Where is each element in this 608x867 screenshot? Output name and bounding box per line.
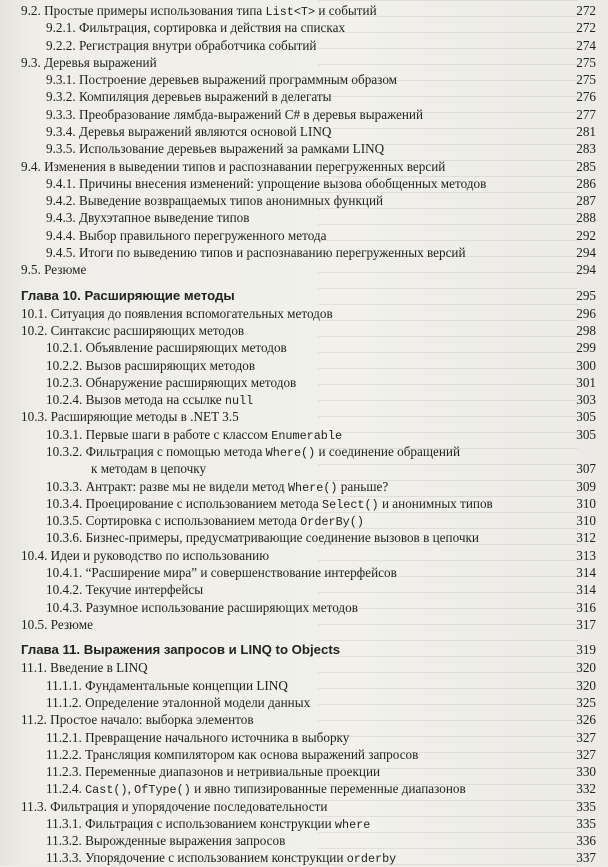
toc-title-text: и явно типизированные переменные диапазонов <box>190 781 466 797</box>
toc-entry-title <box>46 747 418 763</box>
toc-entry <box>0 55 596 71</box>
toc-title-text: 9.2.2. Регистрация внутри обработчика событий <box>46 37 317 53</box>
toc-entry <box>0 747 596 763</box>
toc-entry <box>0 764 596 780</box>
toc-entry-title <box>21 159 445 175</box>
toc-entry-title <box>21 642 340 658</box>
toc-entry-title <box>21 55 157 71</box>
toc-entry-title <box>46 530 479 546</box>
toc-page-number: 337 <box>576 850 596 866</box>
toc-title-text: 10.2.1. Объявление расширяющих методов <box>46 340 287 356</box>
toc-entry-title <box>46 20 345 36</box>
toc-entry-title <box>46 38 317 54</box>
toc-entry-title <box>46 781 466 798</box>
toc-title-text: 10.2.4. Вызов метода на ссылке <box>46 392 225 408</box>
toc-code-term: List<T> <box>265 5 316 19</box>
toc-title-text: 11.3.1. Фильтрация с использованием конструкции <box>46 815 335 831</box>
toc-entry-title <box>21 306 333 322</box>
toc-entry-title <box>46 210 249 226</box>
toc-title-text: 10.3.4. Проецирование с использованием метода <box>46 495 322 511</box>
toc-entry-title <box>21 799 327 815</box>
toc-entry <box>0 375 596 391</box>
toc-entry <box>0 176 596 192</box>
toc-entry <box>0 565 596 581</box>
toc-entry-title <box>46 228 326 244</box>
toc-entry-title <box>46 375 296 391</box>
toc-page-number: 316 <box>576 599 596 615</box>
toc-page-number: 275 <box>576 54 596 70</box>
toc-code-term: where <box>334 817 371 832</box>
toc-entry <box>0 124 596 140</box>
toc-code-term: null <box>224 394 254 409</box>
toc-title-text: 9.4.4. Выбор правильного перегруженного метода <box>46 227 327 243</box>
toc-page-number: 294 <box>576 244 596 260</box>
toc-page-number: 312 <box>576 530 596 546</box>
toc-page-number: 313 <box>576 547 596 563</box>
toc-page-number: 275 <box>576 72 596 88</box>
toc-entry <box>0 479 596 495</box>
toc-code-term: Cast() <box>85 783 128 798</box>
toc-entry <box>0 228 596 244</box>
toc-title-text: 9.3.3. Преобразование лямбда-выражений C# в деревья выражений <box>46 106 424 122</box>
toc-title-text: Глава 11. Выражения запросов и LINQ to Objects <box>21 642 341 658</box>
toc-title-text: к методам в цепочку <box>91 461 207 477</box>
toc-entry-title <box>46 833 285 849</box>
toc-title-text: 10.4. Идеи и руководство по использованию <box>21 547 270 563</box>
toc-page-number: 320 <box>576 677 596 693</box>
toc-entry <box>0 600 596 616</box>
toc-entry-title <box>21 262 86 278</box>
toc-code-term: OfType() <box>134 783 191 798</box>
toc-entry <box>0 850 596 866</box>
toc-title-text: 11.1.1. Фундаментальные концепции LINQ <box>46 677 288 693</box>
toc-title-text: 10.2.3. Обнаружение расширяющих методов <box>46 374 297 390</box>
toc-entry <box>0 262 596 278</box>
toc-entry <box>0 617 596 633</box>
toc-entry-title <box>46 358 255 374</box>
toc-entry <box>0 245 596 261</box>
toc-entry-title <box>46 124 331 140</box>
toc-page-number: 274 <box>576 37 596 53</box>
toc-title-text: 9.2. Простые примеры использования типа <box>21 3 266 18</box>
toc-title-text: 10.2.2. Вызов расширяющих методов <box>46 357 256 373</box>
toc-title-text: 9.2.1. Фильтрация, сортировка и действия на списках <box>46 20 346 36</box>
toc-page-number: 314 <box>576 565 596 580</box>
toc-entry-title <box>46 582 203 598</box>
toc-entry <box>0 816 596 832</box>
toc-entry-title <box>46 245 466 261</box>
toc-page-number: 314 <box>576 582 596 598</box>
toc-page-number: 320 <box>576 660 596 676</box>
toc-title-text: 9.3. Деревья выражений <box>21 54 157 70</box>
toc-entry <box>0 833 596 849</box>
toc-entry-title <box>46 695 310 711</box>
toc-page-number: 330 <box>576 764 596 779</box>
toc-page-number: 335 <box>576 798 596 814</box>
toc-entry-title <box>46 141 384 157</box>
toc-entry-title <box>21 660 148 676</box>
toc-page-number: 295 <box>576 287 596 303</box>
toc-page-number: 317 <box>576 616 596 632</box>
toc-title-text: раньше? <box>337 478 389 494</box>
toc-entry-title <box>46 816 370 833</box>
toc-entry <box>0 513 596 529</box>
toc-entry-title <box>21 323 244 339</box>
toc-title-text: 10.3.3. Антракт: разве мы не видели метод <box>46 478 288 494</box>
toc-title-text: 11.3.2. Вырожденные выражения запросов <box>46 833 286 849</box>
toc-entry <box>0 660 596 676</box>
toc-entry <box>0 210 596 226</box>
toc-page-number: 285 <box>576 158 596 174</box>
toc-entry <box>0 444 596 460</box>
toc-entry <box>0 392 596 408</box>
toc-title-text: 10.3.2. Фильтрация с помощью метода <box>46 444 266 459</box>
toc-entry <box>0 89 596 105</box>
toc-title-text: 9.4.1. Причины внесения изменений: упрощение вызова обобщенных методов <box>46 175 487 191</box>
toc-page-number: 326 <box>576 712 596 728</box>
toc-title-text: 9.4.5. Итоги по выведению типов и распознаванию перегруженных версий <box>46 244 466 260</box>
toc-entry-title <box>46 427 342 444</box>
toc-entry-title <box>46 340 287 356</box>
toc-title-text: 11.1.2. Определение эталонной модели данных <box>46 694 311 710</box>
toc-entry <box>0 695 596 711</box>
toc-entry <box>0 20 596 36</box>
toc-title-text: 10.3.6. Бизнес-примеры, предусматривающие соединение вызовов в цепочки <box>46 530 479 546</box>
toc-page-number: 305 <box>576 426 596 442</box>
toc-page-number: 272 <box>576 3 596 18</box>
toc-entry-title <box>91 461 206 477</box>
toc-entry <box>0 358 596 374</box>
toc-page-number: 327 <box>576 729 596 745</box>
toc-entry-title <box>46 89 332 105</box>
toc-entry-title <box>46 176 486 192</box>
toc-entry-title <box>46 565 397 581</box>
toc-entry-title <box>46 678 288 694</box>
toc-code-term: Select() <box>322 497 379 512</box>
toc-page-number: 332 <box>576 781 596 797</box>
toc-title-text: 10.5. Резюме <box>21 616 93 632</box>
toc-title-text: 9.5. Резюме <box>21 262 87 278</box>
toc-title-text: 11.2. Простое начало: выборка элементов <box>21 712 254 728</box>
toc-chapter-heading <box>0 642 596 658</box>
toc-page-number: 294 <box>576 262 596 278</box>
toc-entry <box>0 193 596 209</box>
toc-code-term: Where() <box>287 480 338 495</box>
toc-entry-title <box>46 72 397 88</box>
toc-entry <box>0 799 596 815</box>
toc-code-term: OrderBy() <box>300 515 364 530</box>
toc-code-term: Enumerable <box>271 428 343 443</box>
toc-title-text: 11.2.4. <box>46 781 86 797</box>
toc-chapter-heading <box>0 288 596 304</box>
toc-page-number: 286 <box>576 175 596 191</box>
toc-entry <box>0 530 596 546</box>
toc-page-number: 287 <box>576 193 596 209</box>
toc-entry <box>0 72 596 88</box>
toc-page-number: 296 <box>576 305 596 321</box>
toc-entry <box>0 461 596 477</box>
toc-page-number: 301 <box>576 374 596 390</box>
toc-title-text: 11.3. Фильтрация и упорядочение последовательности <box>21 798 328 814</box>
toc-page-number: 300 <box>576 357 596 373</box>
toc-title-text: 10.3.1. Первые шаги в работе с классом <box>46 426 272 442</box>
toc-code-term: orderby <box>346 852 397 867</box>
toc-page-number: 277 <box>576 106 596 122</box>
toc-page-number: 319 <box>576 642 596 658</box>
toc-entry <box>0 582 596 598</box>
toc-entry-title <box>46 193 383 209</box>
toc-page-number: 298 <box>576 323 596 338</box>
toc-entry-title <box>46 496 493 513</box>
toc-title-text: и событий <box>315 3 377 18</box>
toc-title-text: 10.4.3. Разумное использование расширяющих методов <box>46 599 358 615</box>
toc-title-text: 11.3.3. Упорядочение с использованием конструкции <box>46 850 347 866</box>
toc-entry <box>0 3 596 19</box>
toc-entry-title <box>21 409 239 425</box>
toc-entry-title <box>46 730 349 746</box>
toc-entry <box>0 496 596 512</box>
toc-entry <box>0 730 596 746</box>
toc-title-text: 10.3. Расширяющие методы в .NET 3.5 <box>21 409 239 425</box>
toc-page-number: 335 <box>576 815 596 831</box>
toc-entry-title <box>46 107 423 123</box>
toc-entry <box>0 548 596 564</box>
toc-entry <box>0 678 596 694</box>
toc-page-number: 281 <box>576 124 596 139</box>
toc-entry-title <box>46 764 380 780</box>
toc-entry-title <box>21 548 269 564</box>
toc-title-text: 9.4.3. Двухэтапное выведение типов <box>46 210 250 226</box>
toc-title-text: Глава 10. Расширяющие методы <box>21 287 235 303</box>
toc-page-number: 299 <box>576 340 596 356</box>
toc-entry <box>0 712 596 728</box>
toc-title-text: 9.3.5. Использование деревьев выражений за рамками LINQ <box>46 141 385 157</box>
toc-entry <box>0 107 596 123</box>
toc-title-text: 11.1. Введение в LINQ <box>21 660 148 676</box>
toc-page-number: 327 <box>576 746 596 762</box>
toc-title-text: 10.1. Ситуация до появления вспомогательных методов <box>21 305 333 321</box>
toc-page-number: 283 <box>576 141 596 157</box>
toc-title-text: и анонимных типов <box>378 495 493 511</box>
toc-page-number: 305 <box>576 409 596 425</box>
toc-page-number: 310 <box>576 513 596 529</box>
toc-page-number: 307 <box>576 461 596 477</box>
toc-title-text: 9.3.1. Построение деревьев выражений программным образом <box>46 72 398 88</box>
toc-page-number: 272 <box>576 20 596 36</box>
toc-entry <box>0 409 596 425</box>
toc-page-number: 303 <box>576 392 596 408</box>
toc-entry <box>0 427 596 443</box>
toc-title-text: 10.3.5. Сортировка с использованием метода <box>46 513 301 529</box>
toc-entry <box>0 38 596 54</box>
toc-title-text: 9.4. Изменения в выведении типов и распознавании перегруженных версий <box>21 158 446 174</box>
toc-title-text: 9.4.2. Выведение возвращаемых типов анонимных функций <box>46 193 384 209</box>
toc-title-text: 10.4.2. Текучие интерфейсы <box>46 582 204 598</box>
toc-entry-title <box>21 712 254 728</box>
toc-title-text: и соединение обращений <box>315 444 461 459</box>
toc-title-text: , <box>127 781 135 797</box>
toc-entry <box>0 340 596 356</box>
toc-title-text: 11.2.2. Трансляция компилятором как основа выражений запросов <box>46 746 419 762</box>
toc-entry-title <box>21 3 377 20</box>
toc-entry-title <box>46 600 358 616</box>
toc-entry-title <box>21 288 235 304</box>
toc-entry <box>0 781 596 797</box>
toc-entry-title <box>46 444 460 461</box>
toc-entry-title <box>46 392 253 409</box>
toc-entry-title <box>46 513 364 530</box>
toc-title-text: 9.3.2. Компиляция деревьев выражений в делегаты <box>46 89 332 105</box>
toc-page-number: 309 <box>576 478 596 494</box>
toc-page-number: 276 <box>576 89 596 105</box>
toc-page-number: 325 <box>576 694 596 710</box>
toc-title-text: 9.3.4. Деревья выражений являются основой LINQ <box>46 124 332 139</box>
toc-page-number: 288 <box>576 210 596 226</box>
toc-entry-title <box>21 617 93 633</box>
toc-entry-title <box>46 479 388 496</box>
toc-page-number: 310 <box>576 495 596 511</box>
toc-entry <box>0 159 596 175</box>
toc-code-term: Where() <box>265 446 316 460</box>
toc-title-text: 10.4.1. “Расширение мира” и совершенствование интерфейсов <box>46 565 397 580</box>
toc-title-text: 11.2.1. Превращение начального источника в выборку <box>46 729 350 745</box>
toc-page-number: 292 <box>576 227 596 243</box>
toc-entry <box>0 306 596 322</box>
toc-entry <box>0 323 596 339</box>
toc-entry <box>0 141 596 157</box>
toc-title-text: 10.2. Синтаксис расширяющих методов <box>21 323 245 338</box>
toc-page-number: 336 <box>576 833 596 849</box>
toc-title-text: 11.2.3. Переменные диапазонов и нетривиальные проекции <box>46 764 381 779</box>
